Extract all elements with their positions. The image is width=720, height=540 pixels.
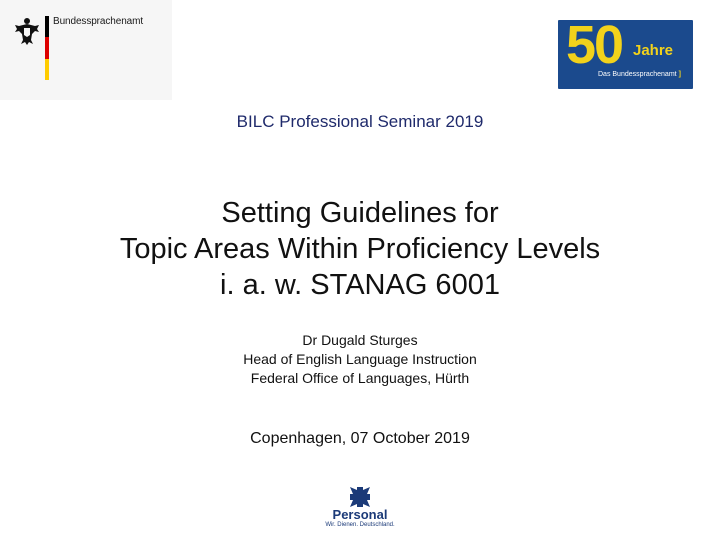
iron-cross-icon	[349, 486, 371, 508]
title-line: Setting Guidelines for	[221, 197, 499, 229]
anniversary-number: 50	[566, 20, 623, 75]
author-organization: Federal Office of Languages, Hürth	[250, 370, 470, 386]
title-line: Topic Areas Within Proficiency Levels	[119, 233, 601, 265]
anniversary-caption-text: Das Bundessprachenamt	[598, 71, 677, 78]
federal-eagle-icon	[14, 16, 40, 46]
title-line: i. a. w. STANAG 6001	[220, 269, 500, 301]
personal-word: Personal	[332, 507, 388, 522]
org-name: Bundessprachenamt	[53, 16, 144, 27]
german-flag-stripes	[45, 16, 49, 80]
anniversary-logo	[558, 20, 693, 89]
anniversary-caption	[598, 71, 681, 78]
anniversary-word: Jahre	[633, 42, 674, 59]
flag-stripe-gold	[45, 59, 49, 80]
author-block	[0, 331, 720, 388]
flag-stripe-black	[45, 16, 49, 37]
location-date: Copenhagen, 07 October 2019	[250, 430, 470, 447]
flag-stripe-red	[45, 37, 49, 58]
seminar-title: BILC Professional Seminar 2019	[236, 112, 484, 131]
author-role: Head of English Language Instruction	[243, 351, 477, 367]
author-name: Dr Dugald Sturges	[302, 332, 418, 348]
anniversary-bracket: ]	[678, 71, 681, 78]
presentation-title	[0, 195, 720, 303]
personal-logo	[312, 486, 408, 532]
bundessprachenamt-logo	[0, 0, 172, 100]
personal-tagline: Wir. Dienen. Deutschland.	[325, 522, 395, 528]
